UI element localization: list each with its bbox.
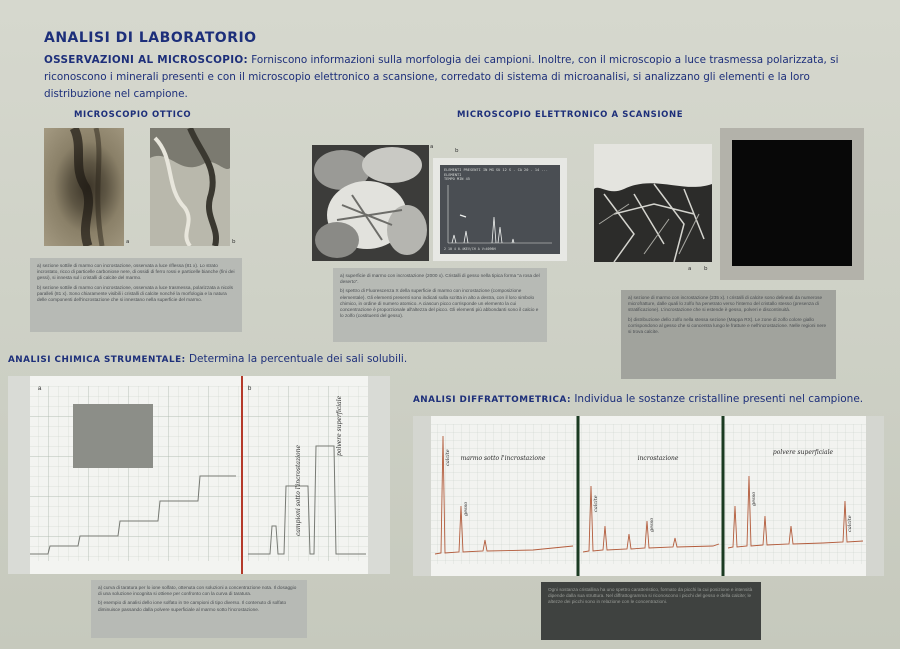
sem-screen-line-3: TEMPO MIN 45: [444, 177, 470, 181]
section-chem-title: [8, 353, 407, 365]
optical-photo-b: [150, 128, 230, 246]
optical-label-b: b: [232, 239, 236, 245]
chem-annotation-2: polvere superficiale: [336, 395, 343, 456]
section-optical-title: MICROSCOPIO OTTICO: [74, 110, 192, 120]
sem-screen-footer: 2 10 4 0.4KEV/CH A V=4096H: [444, 247, 496, 251]
sem-map-photo-a: [594, 144, 712, 262]
sem-map-photo-a-texture: [594, 144, 712, 262]
sem-screen-line-1: ELEMENTI PRESENTI IN MG SU 12 S - CA 20 - 14 ...: [444, 168, 548, 172]
optical-caption-b: b) sezione sottile di marmo con incrostazione, osservata a luce trasmessa, polarizzata a nicols paralleli (81 x). Sono chiaramente visibili i cristalli di calcite nonché la morfologia e la natura delle componenti dell'incrostazione che si innestano nella superficie del marmo.: [37, 284, 233, 303]
chem-caption-b: b) esempio di analisi dello ione solfato in tre campioni di tipo diverso. Il contenuto di solfato diminuisce passando dalla polvere superficiale al marmo sotto l'incrostazione.: [98, 600, 287, 612]
optical-caption: [30, 258, 242, 332]
section-chem-lead: ANALISI CHIMICA STRUMENTALE:: [8, 355, 186, 365]
map-caption-a: a) sezione di marmo con incrostazione (235 x). I cristalli di calcite sono delineati da numerose microfratture, dalle quali lo zolfo ha penetrato verso l'interno del cristallo stesso (presenza di stratificazione). L'incrostazione che si estende è gesso, polveri e discontinuità.: [628, 295, 823, 313]
page-title: ANALISI DI LABORATORIO: [44, 30, 257, 46]
diff-peak-label-3: calcite: [593, 495, 599, 512]
optical-photo-a: [44, 128, 124, 246]
diff-peak-label-5: gesso: [751, 491, 757, 506]
chem-label-a: a: [38, 386, 42, 392]
sem-map-photo-b: [720, 128, 864, 280]
diff-peak-label-4: gesso: [649, 517, 655, 532]
intro-text: Forniscono informazioni sulla morfologia dei campioni. Inoltre, con il microscopio a luce trasmessa polarizzata, si riconoscono i minerali presenti e con il microscopio elettronico a scansione, corredato di sistema di microanalisi, si analizzano gli elementi e la loro distribuzione nel campione.: [44, 54, 839, 100]
sem-label-a: a: [430, 144, 434, 150]
intro-lead: OSSERVAZIONI AL MICROSCOPIO:: [44, 54, 248, 66]
intro-paragraph: [44, 52, 864, 103]
sem-caption: [333, 268, 547, 342]
sem-spectrum-screen: [440, 165, 560, 254]
diff-annotation-1: marmo sotto l'incrostazione: [460, 455, 546, 462]
chem-chart: [8, 376, 390, 574]
diff-annotation-2: incrostazione: [637, 455, 679, 462]
map-label-b: b: [704, 266, 708, 272]
diff-caption-text: Ogni sostanza cristallina ha uno spettro caratteristico, formato da picchi la cui posizione e intensità dipende dalla sua struttura. Nel diffrattogramma si riconoscono i picchi del gesso e della calcite; le altezze dei picchi sono in relazione con le concentrazioni.: [548, 587, 753, 605]
sem-photo-a-texture: [312, 145, 429, 261]
map-label-a: a: [688, 266, 692, 272]
optical-label-a: a: [126, 239, 130, 245]
chem-caption: [91, 580, 307, 638]
diff-peak-label-1: calcite: [445, 449, 451, 466]
section-chem-text: Determina la percentuale dei sali solubili.: [188, 353, 408, 365]
section-diff-text: Individua le sostanze cristalline presenti nel campione.: [574, 393, 864, 405]
diff-peak-label-2: gesso: [463, 501, 469, 516]
chem-caption-a: a) curva di taratura per lo ione solfato, ottenuta con soluzioni a concentrazione nota. Il dosaggio di una soluzione incognita si ottiene per confronto con la curva di taratura.: [98, 585, 297, 597]
section-diff-lead: ANALISI DIFFRATTOMETRICA:: [413, 395, 571, 405]
chem-chart-svg: [8, 376, 390, 574]
section-sem-title: MICROSCOPIO ELETTRONICO A SCANSIONE: [457, 110, 684, 120]
optical-caption-a: a) sezione sottile di marmo con incrostazione, osservata a luce riflessa (81 x). Lo strato incrostato, ricco di particelle carboniose nere, di ossidi di ferro rossi e particelle bianche (fini dei gessi), si innesta sul i cristalli di calcite del marmo.: [37, 263, 235, 281]
chem-label-b: b: [248, 386, 252, 392]
chem-annotation-1: campioni sotto l'incrostazione: [295, 444, 302, 536]
map-caption-b: b) distribuzione dello zolfo nella stessa sezione (Mappa RX). Le zone di zolfo colore giallo corrispondono al gesso che si concentra lungo le fratture e nell'incrostazione. Nelle regioni nere si trova calcite.: [628, 316, 827, 335]
diff-chart: [413, 416, 884, 576]
sem-caption-a: a) superficie di marmo con incrostazione (2000 x). Cristalli di gesso nella tipica forma "a rosa del deserto".: [340, 273, 540, 285]
diff-annotation-3: polvere superficiale: [772, 449, 834, 456]
optical-photo-b-texture: [150, 128, 230, 246]
sem-label-b: b: [455, 148, 459, 154]
sem-screen-line-2: ELEMENTI: [444, 172, 462, 177]
optical-photo-a-texture: [44, 128, 124, 246]
section-diff-title: [413, 393, 863, 405]
sem-spectrum-plot: [440, 165, 560, 254]
sem-spectrum-photo: [433, 158, 567, 261]
diff-peak-label-6: calcite: [847, 515, 853, 532]
diff-caption: [541, 582, 761, 640]
sem-caption-b: b) spettro di Fluorescenza X della superficie di marmo con incrostazione (composizione elementale). Gli elementi presenti sono indicati sulla scritta in alto a destra, con il loro simbolo chimico, in ordine di numero atomico. A ciascun picco corrisponde un elemento la cui concentrazione è proporzionale all'altezza del picco. Gli elementi più abbondanti sono il calcio e lo zolfo (costituenti del gesso).: [340, 288, 539, 319]
diff-chart-svg: [413, 416, 884, 576]
map-caption: [621, 290, 836, 379]
chem-inset-box: [73, 404, 153, 468]
sem-map-dark-field: [732, 140, 852, 266]
sem-photo-a: [312, 145, 429, 261]
